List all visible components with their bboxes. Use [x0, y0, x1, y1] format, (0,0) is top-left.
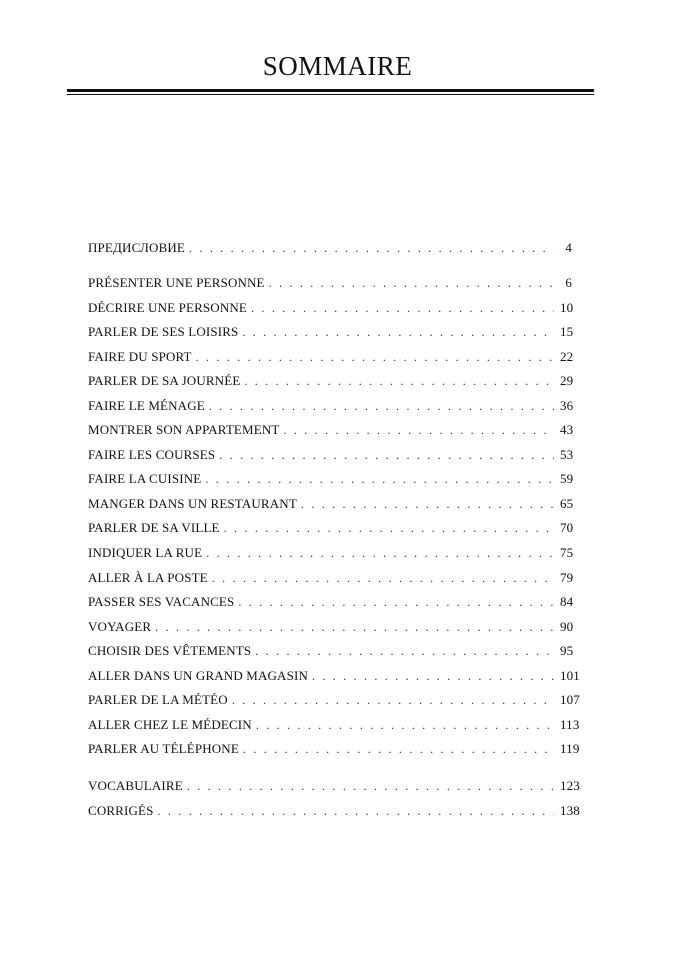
toc-entry-page-number: 119 — [560, 741, 580, 757]
toc-dot-leader — [206, 541, 554, 566]
toc-entry-page-number: 70 — [560, 520, 574, 536]
toc-entry-page-number: 22 — [560, 348, 574, 364]
toc-dot-leader — [244, 369, 554, 394]
toc-entry[interactable] — [88, 664, 580, 689]
toc-entry-page-number: 79 — [560, 569, 574, 585]
toc-entry-label: ALLER À LA POSTE — [88, 569, 208, 585]
toc-entry[interactable] — [88, 774, 580, 799]
toc-entry-page-number: 84 — [560, 594, 574, 610]
title-rule-thin — [67, 94, 594, 95]
toc-dot-leader — [224, 516, 554, 541]
toc-entry[interactable] — [88, 688, 580, 713]
toc-entry-label: FAIRE LE MÉNAGE — [88, 397, 205, 413]
toc-entry[interactable] — [88, 566, 572, 591]
toc-entry-label: FAIRE LES COURSES — [88, 446, 216, 462]
toc-entry-page-number: 95 — [560, 643, 574, 659]
toc-entry-label: CORRIGÉS — [88, 802, 154, 818]
toc-dot-leader — [212, 566, 554, 591]
toc-entry-page-number: 6 — [565, 275, 572, 290]
toc-entry-label: DÉCRIRE UNE PERSONNE — [88, 299, 248, 315]
toc-entry-page-number: 138 — [560, 802, 580, 818]
toc-entry[interactable] — [88, 516, 572, 541]
toc-dot-leader — [232, 688, 554, 713]
toc-entry-page-number: 4 — [565, 240, 572, 255]
toc-entry[interactable] — [88, 713, 580, 738]
toc-entry-label: PRÉSENTER UNE PERSONNE — [88, 275, 265, 290]
toc-entry-label: PARLER DE SA VILLE — [88, 520, 220, 536]
toc-entry-label: FAIRE LA CUISINE — [88, 471, 202, 487]
title-rule-thick — [67, 89, 594, 92]
toc-entry-label: VOYAGER — [88, 618, 152, 634]
toc-entry[interactable] — [88, 394, 572, 419]
toc-dot-leader — [283, 418, 554, 443]
toc-entry[interactable] — [88, 467, 572, 492]
toc-back-matter — [88, 774, 580, 823]
toc-entry-page-number: 113 — [560, 716, 580, 732]
toc-entry-page-number: 90 — [560, 618, 574, 634]
toc-entry[interactable] — [88, 271, 572, 296]
toc-entry[interactable] — [88, 320, 572, 345]
toc-entry-page-number: 107 — [560, 692, 580, 708]
toc-entry-page-number: 36 — [560, 397, 574, 413]
toc-dot-leader — [269, 271, 554, 296]
toc-entry[interactable] — [88, 590, 572, 615]
toc-entry-label: ALLER CHEZ LE MÉDECIN — [88, 716, 252, 732]
toc-dot-leader — [301, 492, 554, 517]
toc-dot-leader — [238, 590, 554, 615]
toc-entry-label: VOCABULAIRE — [88, 778, 183, 793]
toc-dot-leader — [243, 737, 554, 762]
toc-entry-label: PASSER SES VACANCES — [88, 594, 235, 610]
toc-dot-leader — [189, 236, 554, 261]
toc-dot-leader — [209, 394, 554, 419]
toc-dot-leader — [242, 320, 554, 345]
toc-entry[interactable] — [88, 443, 572, 468]
toc-entry-page-number: 43 — [560, 422, 574, 438]
toc-entry-page-number: 29 — [560, 373, 574, 389]
toc-entry-page-number: 10 — [560, 299, 574, 315]
toc-entry[interactable] — [88, 418, 572, 443]
page-title: SOMMAIRE — [262, 51, 413, 81]
toc-entry-label: INDIQUER LA RUE — [88, 545, 203, 561]
toc-entry-label: ALLER DANS UN GRAND MAGASIN — [88, 667, 308, 683]
toc-entry-label: MONTRER SON APPARTEMENT — [88, 422, 280, 438]
toc-dot-leader — [251, 296, 554, 321]
toc-entry-page-number: 65 — [560, 495, 574, 511]
toc-entry[interactable] — [88, 492, 572, 517]
toc-entry-label: FAIRE DU SPORT — [88, 348, 192, 364]
toc-dot-leader — [219, 443, 554, 468]
toc-entry[interactable] — [88, 799, 580, 824]
toc-dot-leader — [158, 799, 555, 824]
toc-entry[interactable] — [88, 236, 572, 261]
toc-entry-label: ПРЕДИСЛОВИЕ — [88, 240, 186, 255]
toc-chapters — [88, 271, 580, 762]
toc-dot-leader — [155, 615, 554, 640]
toc-entry-page-number: 53 — [560, 446, 574, 462]
toc-entry-page-number: 123 — [560, 778, 580, 793]
toc-front-matter — [88, 236, 572, 261]
toc-entry[interactable] — [88, 639, 572, 664]
toc-entry-label: PARLER AU TÉLÉPHONE — [88, 741, 239, 757]
toc-entry[interactable] — [88, 615, 572, 640]
toc-dot-leader — [187, 774, 554, 799]
toc-entry-label: PARLER DE LA MÉTÉO — [88, 692, 228, 708]
toc-entry[interactable] — [88, 541, 572, 566]
toc-entry[interactable] — [88, 296, 572, 321]
toc-dot-leader — [255, 639, 554, 664]
toc-entry-page-number: 59 — [560, 471, 574, 487]
toc-dot-leader — [205, 467, 554, 492]
toc-dot-leader — [256, 713, 554, 738]
toc-dot-leader — [196, 345, 554, 370]
toc-entry[interactable] — [88, 369, 572, 394]
toc-entry[interactable] — [88, 345, 572, 370]
toc-entry-page-number: 101 — [560, 667, 580, 683]
toc-entry-label: PARLER DE SES LOISIRS — [88, 324, 239, 340]
toc-entry[interactable] — [88, 737, 580, 762]
toc-entry-label: MANGER DANS UN RESTAURANT — [88, 495, 297, 511]
toc-entry-page-number: 75 — [560, 545, 574, 561]
toc-entry-page-number: 15 — [560, 324, 574, 340]
toc-entry-label: PARLER DE SA JOURNÉE — [88, 373, 241, 389]
toc-entry-label: CHOISIR DES VÊTEMENTS — [88, 643, 252, 659]
toc-dot-leader — [312, 664, 554, 689]
